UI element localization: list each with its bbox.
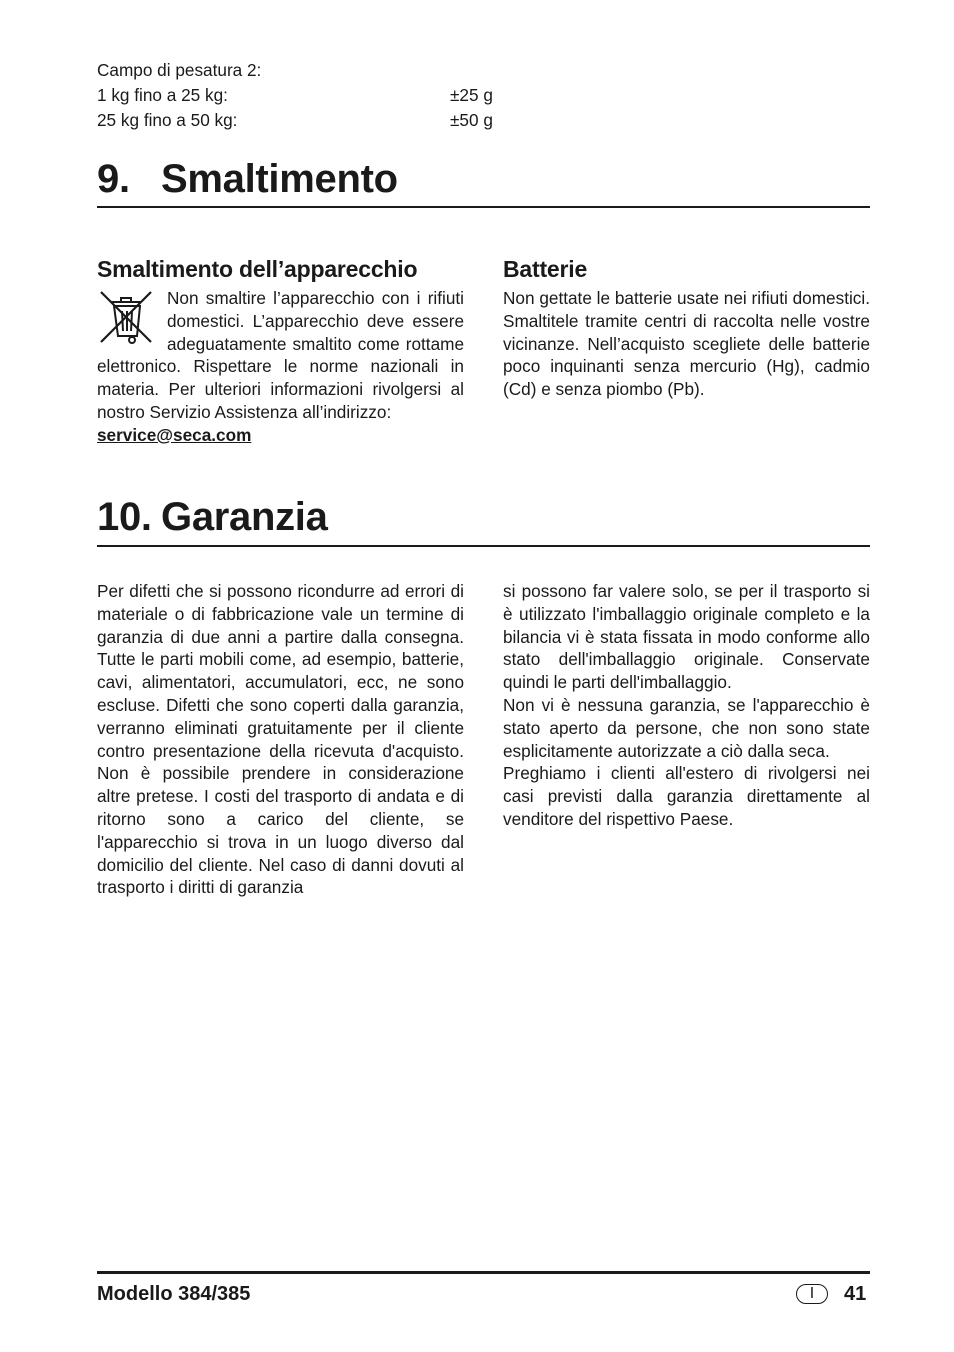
footer-divider [97, 1271, 870, 1274]
warranty-paragraph: Non vi è nessuna garanzia, se l'apparecchio è stato aperto da persone, che non sono state esplicitamente autorizzate a ciò dalla seca. [503, 694, 870, 761]
batteries-heading: Batterie [503, 256, 588, 282]
warranty-paragraph: Preghiamo i clienti all'estero di rivolgersi nei casi previsti dalla garanzia direttamente al venditore del rispettivo Paese. [503, 763, 870, 829]
section-number: 9. [97, 157, 130, 201]
device-disposal-heading: Smaltimento dell’apparecchio [97, 256, 418, 282]
spec-row-label: 1 kg fino a 25 kg: [97, 85, 228, 105]
device-disposal-text-block [97, 287, 464, 447]
footer-model: Modello 384/385 [97, 1283, 251, 1305]
warranty-right-column [503, 580, 870, 831]
spec-row [97, 83, 517, 107]
device-disposal-text: Non smaltire l’apparecchio con i rifiuti domestici. L’apparecchio deve essere adeguatamente smaltito come rottame elettronico. Rispettare le norme nazionali in materia. Per ulteriori informazioni rivolgersi al nostro Servizio Assistenza all’indirizzo: [97, 288, 464, 422]
language-badge: I [796, 1284, 828, 1304]
section-9-heading [97, 157, 870, 201]
section-title: Garanzia [161, 495, 328, 539]
spec-row [97, 108, 517, 132]
page-number: 41 [844, 1283, 867, 1305]
batteries-text: Non gettate le batterie usate nei rifiuti domestici. Smaltitele tramite centri di raccolta nelle vostre vicinanze. Nell’acquisto scegliete delle batterie poco inquinanti senza mercurio (Hg), cadmio (Cd) e senza piombo (Pb). [503, 288, 870, 400]
spec-row-value: ±25 g [450, 85, 493, 105]
section-number: 10. [97, 495, 152, 539]
service-email-link[interactable]: service@seca.com [97, 424, 252, 445]
crossed-out-wheelie-bin-icon [97, 288, 155, 346]
spec-row-label: 25 kg fino a 50 kg: [97, 110, 238, 130]
spec-row-value: ±50 g [450, 110, 493, 130]
section-10-heading [97, 495, 870, 539]
warranty-paragraph: si possono far valere solo, se per il trasporto si è utilizzato l'imballaggio originale completo e la bilancia vi è stata fissata in modo conforme allo stato dell'imballaggio originale. Conservate quindi le parti dell'imballaggio. [503, 581, 870, 693]
section-title: Smaltimento [161, 157, 398, 201]
section-divider [97, 206, 870, 208]
warranty-left-text: Per difetti che si possono ricondurre ad errori di materiale o di fabbricazione vale un termine di garanzia di due anni a partire dalla consegna. Tutte le parti mobili come, ad esempio, batterie, cavi, alimentatori, accumulatori, ecc, ne sono escluse. Difetti che sono coperti dalla garanzia, verranno eliminati gratuitamente per il cliente contro presentazione della ricevuta d'acquisto. Non è possibile prendere in considerazione altre pretese. I costi del trasporto di andata e di ritorno sono a carico del cliente, se l'apparecchio si trova in un luogo diverso dal domicilio del cliente. Nel caso di danni dovuti al trasporto i diritti di garanzia [97, 581, 464, 898]
section-divider [97, 545, 870, 547]
spec-heading: Campo di pesatura 2: [97, 60, 262, 80]
